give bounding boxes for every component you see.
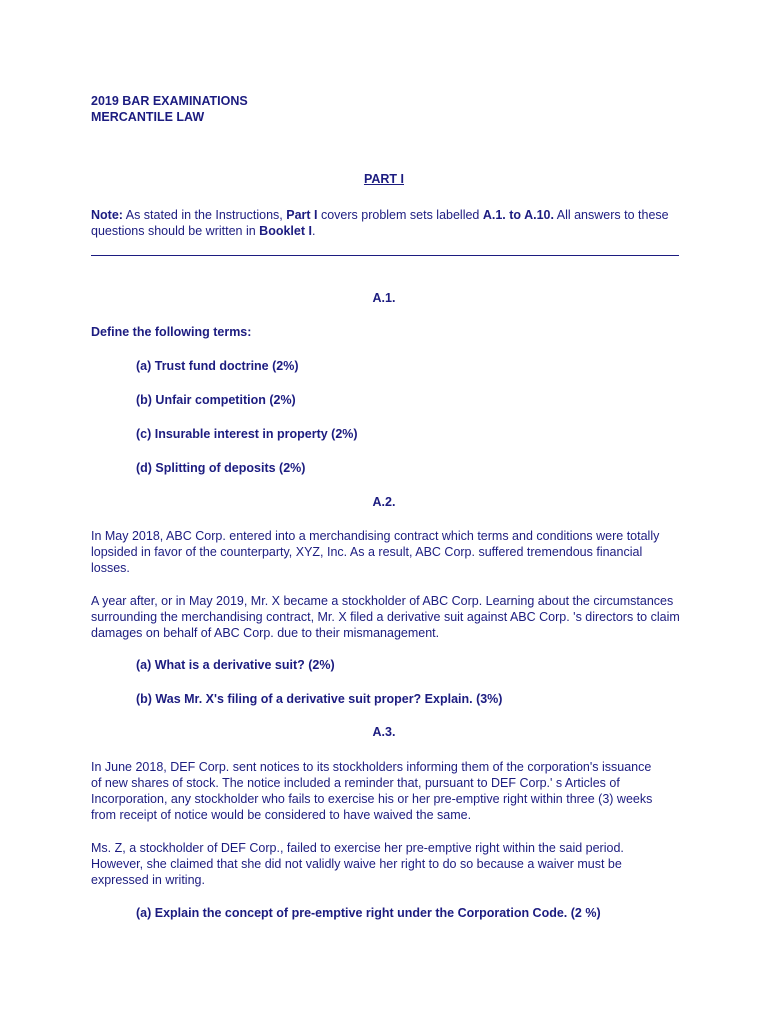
a1-item-c: (c) Insurable interest in property (2%) [136,427,358,441]
a3-paragraph-2: Ms. Z, a stockholder of DEF Corp., failed to exercise her pre-emptive right within the said period. However, she claimed that she did not validly waive her right to do so because a waiver must be expressed in writing. [91,841,624,887]
a1-item-a: (a) Trust fund doctrine (2%) [136,359,299,373]
section-heading-a2: A.2. [372,495,396,509]
a3-item-a: (a) Explain the concept of pre-emptive right under the Corporation Code. (2 %) [136,906,601,920]
note-text-1: As stated in the Instructions, [122,208,287,222]
a2-item-b: (b) Was Mr. X's filing of a derivative suit proper? Explain. (3%) [136,692,503,706]
a2-item-a: (a) What is a derivative suit? (2%) [136,658,335,672]
horizontal-divider [91,255,679,256]
a2-paragraph-2: A year after, or in May 2019, Mr. X became a stockholder of ABC Corp. Learning about the circumstances surrounding the merchandising contract, Mr. X filed a derivative suit against ABC Corp. 's directors to claim damages on behalf of ABC Corp. due to their mismanagement. [91,594,680,640]
note-problem-range: A.1. to A.10. [482,208,554,222]
section-heading-a3: A.3. [372,725,396,739]
a2-paragraph-1: In May 2018, ABC Corp. entered into a merchandising contract which terms and conditions were totally lopsided in favor of the counterparty, XYZ, Inc. As a result, ABC Corp. suffered tremendous financial losses. [91,529,660,575]
note-paragraph [91,207,686,239]
a1-item-b: (b) Unfair competition (2%) [136,393,296,407]
exam-title: 2019 BAR EXAMINATIONS [91,94,248,108]
note-part-ref: Part I [286,208,318,222]
note-text-2: covers problem sets labelled [317,208,483,222]
subject-title: MERCANTILE LAW [91,110,205,124]
note-text-4: . [311,224,316,238]
note-label: Note: [91,208,123,222]
a1-item-d: (d) Splitting of deposits (2%) [136,461,306,475]
a3-paragraph-1: In June 2018, DEF Corp. sent notices to its stockholders informing them of the corporation's issuance of new shares of stock. The notice included a reminder that, pursuant to DEF Corp.' s Articles of Incorporation, any stockholder who fails to exercise his or her pre-emptive right within three (3) weeks from receipt of notice would be considered to have waived the same. [91,760,653,822]
note-text-3: All answers to these questions should be written in [91,208,669,238]
a1-intro: Define the following terms: [91,325,252,339]
part-title: PART I [363,172,405,186]
section-heading-a1: A.1. [372,291,396,305]
note-booklet-ref: Booklet I [259,224,312,238]
